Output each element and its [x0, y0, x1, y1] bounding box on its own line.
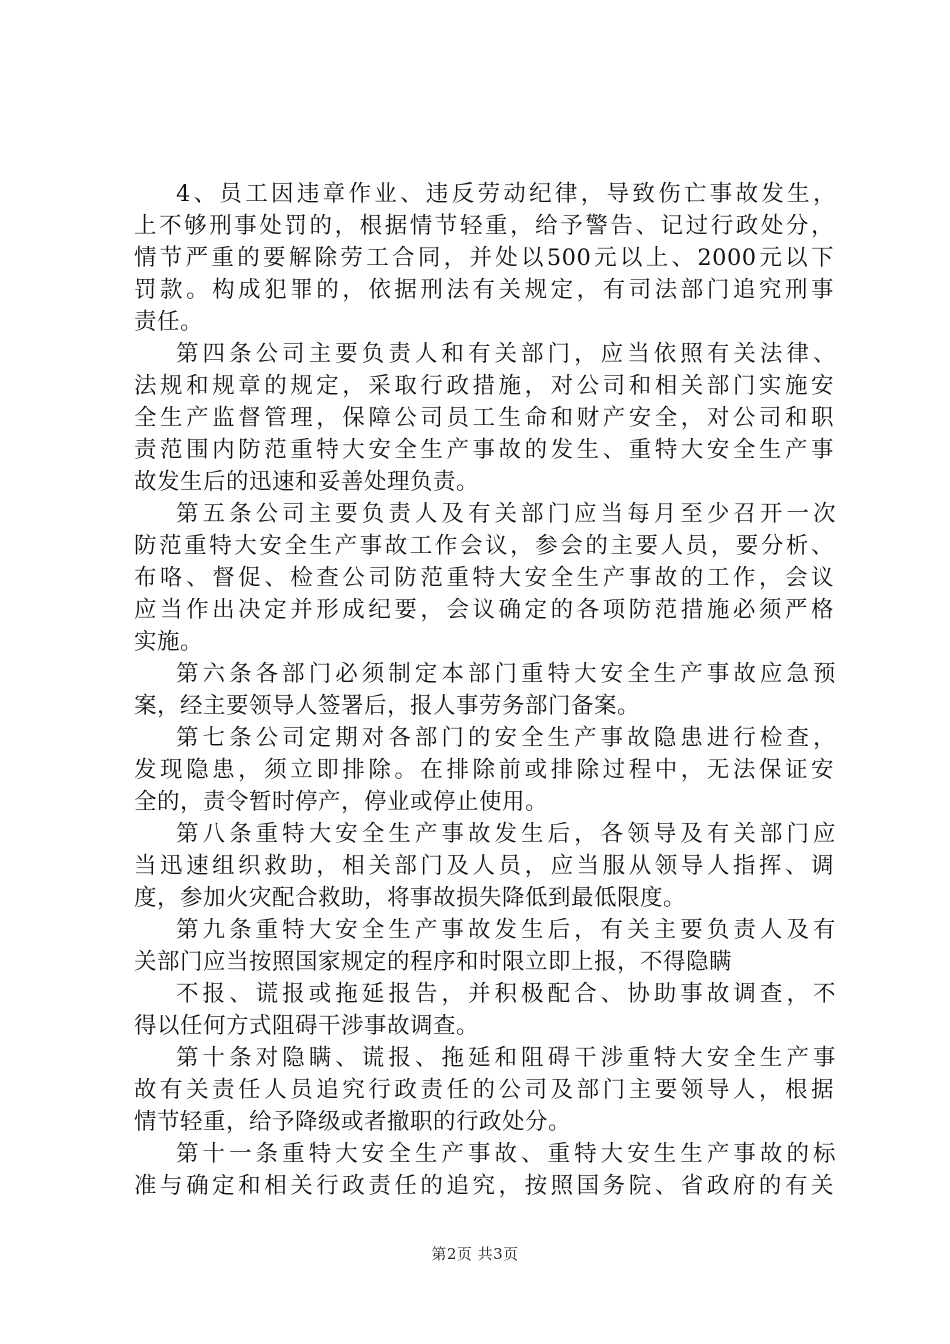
text-line: 罚款。构成犯罪的，依据刑法有关规定，有司法部门追究刑事: [134, 277, 834, 303]
article-9-heading-line: 第九条重特大安全生产事故发生后，有关主要负责人及有: [176, 917, 836, 943]
text-line: 度，参加火灾配合救助，将事故损失降低到最低限度。: [134, 885, 687, 911]
article-5-heading-line: 第五条公司主要负责人及有关部门应当每月至少召开一次: [176, 501, 836, 527]
text-line: 情节严重的要解除劳工合同，并处以500元以上、2000元以下: [134, 245, 834, 271]
article-8-heading-line: 第八条重特大安全生产事故发生后，各领导及有关部门应: [176, 821, 836, 847]
text-line: 关部门应当按照国家规定的程序和时限立即上报，不得隐瞒: [134, 949, 733, 975]
text-line: 上不够刑事处罚的，根据情节轻重，给予警告、记过行政处分，: [134, 213, 834, 239]
page-number-footer: 第2页 共3页: [431, 1245, 519, 1263]
text-line: 责任。: [134, 309, 204, 335]
text-line: 故发生后的迅速和妥善处理负责。: [134, 469, 480, 495]
text-line: 法规和规章的规定，采取行政措施，对公司和相关部门实施安: [134, 373, 834, 399]
article-4-heading-line: 第四条公司主要负责人和有关部门，应当依照有关法律、: [176, 341, 836, 367]
text-line: 准与确定和相关行政责任的追究，按照国务院、省政府的有关: [134, 1173, 834, 1199]
article-10-heading-line: 第十条对隐瞒、谎报、拖延和阻碍干涉重特大安全生产事: [176, 1045, 836, 1071]
article-11-heading-line: 第十一条重特大安全生产事故、重特大安生生产事故的标: [176, 1141, 836, 1167]
text-line: 案，经主要领导人签署后，报人事劳务部门备案。: [134, 693, 641, 719]
text-line: 实施。: [134, 629, 204, 655]
text-line: 故有关责任人员追究行政责任的公司及部门主要领导人，根据: [134, 1077, 834, 1103]
text-line: 全的，责令暂时停产，停业或停止使用。: [134, 789, 549, 815]
article-6-heading-line: 第六条各部门必须制定本部门重特大安全生产事故应急预: [176, 661, 836, 687]
text-line: 布咯、督促、检查公司防范重特大安全生产事故的工作，会议: [134, 565, 834, 591]
text-line: 发现隐患，须立即排除。在排除前或排除过程中，无法保证安: [134, 757, 834, 783]
text-line: 应当作出决定并形成纪要，会议确定的各项防范措施必须严格: [134, 597, 834, 623]
text-line: 得以任何方式阻碍干涉事故调查。: [134, 1013, 480, 1039]
text-line: 4、员工因违章作业、违反劳动纪律，导致伤亡事故发生，: [176, 181, 836, 207]
text-line: 防范重特大安全生产事故工作会议，参会的主要人员，要分析、: [134, 533, 834, 559]
text-line: 情节轻重，给予降级或者撤职的行政处分。: [134, 1109, 572, 1135]
article-7-heading-line: 第七条公司定期对各部门的安全生产事故隐患进行检查，: [176, 725, 836, 751]
text-line: 不报、谎报或拖延报告，并积极配合、协助事故调查，不: [176, 981, 836, 1007]
text-line: 全生产监督管理，保障公司员工生命和财产安全，对公司和职: [134, 405, 834, 431]
text-line: 当迅速组织救助，相关部门及人员，应当服从领导人指挥、调: [134, 853, 834, 879]
text-line: 责范围内防范重特大安全生产事故的发生、重特大安全生产事: [134, 437, 834, 463]
